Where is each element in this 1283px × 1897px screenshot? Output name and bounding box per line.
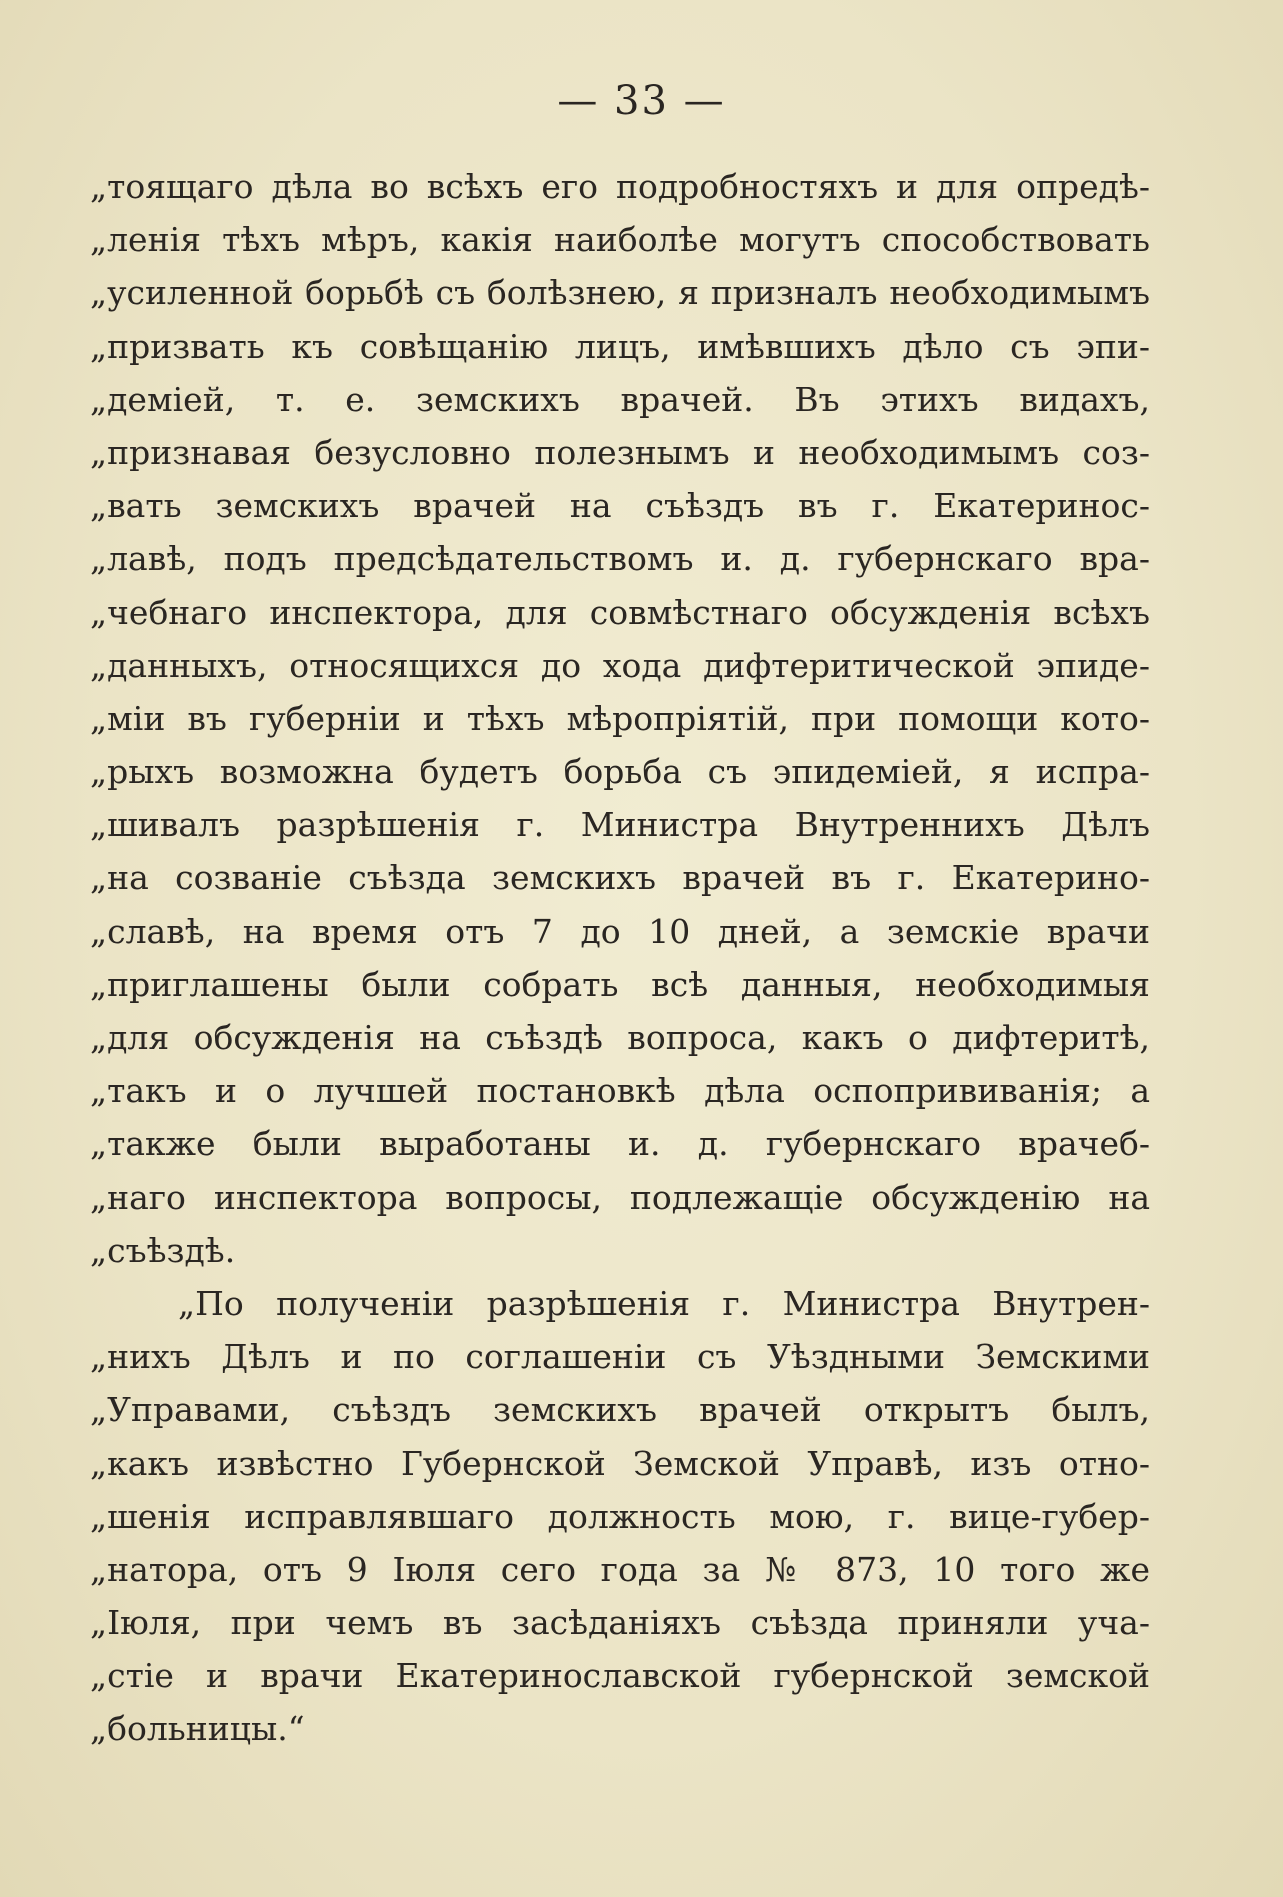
text-line: „рыхъ возможна будетъ борьба съ эпидеміей, я испра-	[90, 752, 1150, 792]
text-line: „міи въ губерніи и тѣхъ мѣропріятій, при помощи кото-	[90, 698, 1150, 738]
text-line: „такъ и о лучшей постановкѣ дѣла оспопрививанія; а	[90, 1071, 1150, 1111]
paragraph-end-line: „больницы.“	[90, 1709, 305, 1749]
text-line: „чебнаго инспектора, для совмѣстнаго обсужденія всѣхъ	[90, 592, 1150, 632]
text-line: „Іюля, при чемъ въ засѣданіяхъ съѣзда приняли уча-	[90, 1603, 1150, 1643]
text-line: „натора, отъ 9 Іюля сего года за № 873, 10 того же	[90, 1549, 1150, 1589]
text-line: „для обсужденія на съѣздѣ вопроса, какъ о дифтеритѣ,	[90, 1018, 1150, 1057]
text-line: „нихъ Дѣлъ и по соглашеніи съ Уѣздными Земскими	[90, 1337, 1150, 1377]
text-line: „стіе и врачи Екатеринославской губернской земской	[90, 1656, 1150, 1696]
text-line: „вать земскихъ врачей на съѣздъ въ г. Екатеринос-	[90, 486, 1150, 526]
text-line: „ленія тѣхъ мѣръ, какія наиболѣе могутъ способствовать	[90, 220, 1150, 260]
text-line: „шивалъ разрѣшенія г. Министра Внутреннихъ Дѣлъ	[90, 805, 1150, 845]
page-number: — 33 —	[557, 78, 726, 124]
text-line: „деміей, т. е. земскихъ врачей. Въ этихъ видахъ,	[90, 379, 1150, 419]
text-line: „на созваніе съѣзда земскихъ врачей въ г. Екатерино-	[90, 858, 1150, 898]
text-line: „славѣ, на время отъ 7 до 10 дней, а земскіе врачи	[90, 911, 1150, 951]
text-line: „лавѣ, подъ предсѣдательствомъ и. д. губернскаго вра-	[90, 539, 1150, 579]
text-line: „призвать къ совѣщанію лицъ, имѣвшихъ дѣло съ эпи-	[90, 326, 1150, 366]
text-line: „данныхъ, относящихся до хода дифтеритической эпиде-	[90, 645, 1150, 685]
body-text	[90, 160, 1150, 1756]
text-line: „наго инспектора вопросы, подлежащіе обсужденію на	[90, 1177, 1150, 1217]
text-line: „какъ извѣстно Губернской Земской Управѣ, изъ отно-	[90, 1443, 1150, 1483]
text-line: „шенія исправлявшаго должность мою, г. вице-губер-	[90, 1496, 1150, 1536]
text-line: „приглашены были собрать всѣ данныя, необходимыя	[90, 964, 1150, 1004]
paragraph-start-line: „По полученіи разрѣшенія г. Министра Внутрен-	[178, 1283, 1150, 1323]
text-line: „усиленной борьбѣ съ болѣзнею, я призналъ необходимымъ	[90, 273, 1150, 313]
text-line: „признавая безусловно полезнымъ и необходимымъ соз-	[90, 432, 1150, 472]
text-line: „Управами, съѣздъ земскихъ врачей открытъ былъ,	[90, 1390, 1150, 1430]
text-line: „также были выработаны и. д. губернскаго врачеб-	[90, 1124, 1150, 1164]
text-line: „тоящаго дѣла во всѣхъ его подробностяхъ и для опредѣ-	[90, 167, 1150, 206]
paragraph-end-line: „съѣздѣ.	[90, 1230, 236, 1270]
